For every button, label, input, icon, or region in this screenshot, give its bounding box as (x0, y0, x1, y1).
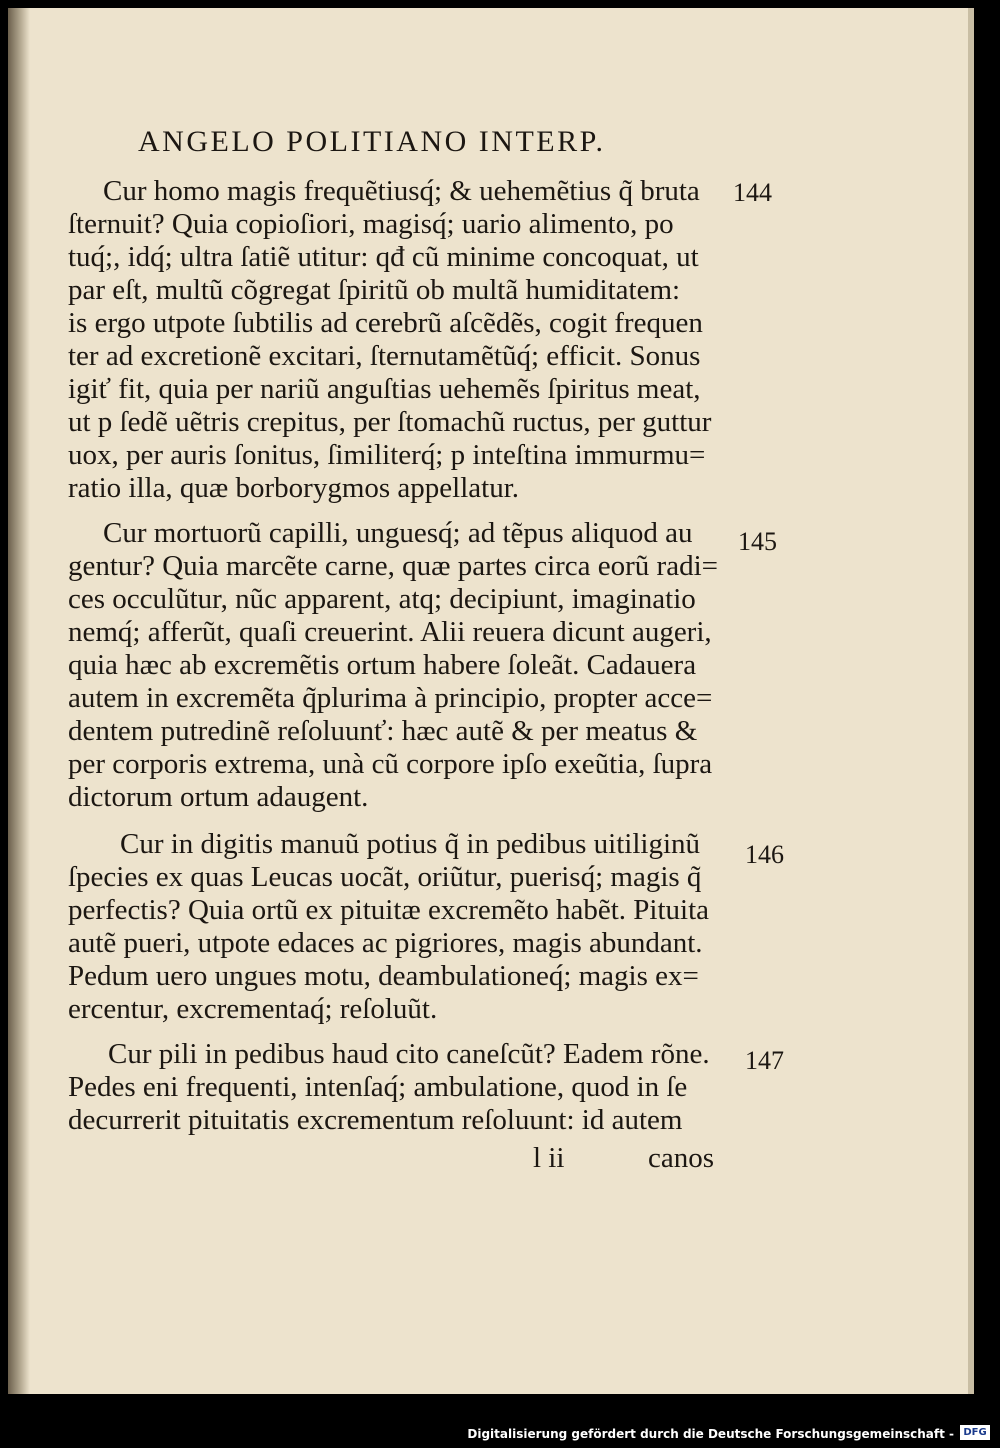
dfg-credit-text: Digitalisierung gefördert durch die Deutsche Forschungsgemeinschaft - (467, 1427, 954, 1441)
text-line: Cur pili in pedibus haud cito caneſcũt? Eadem rõne. (108, 1038, 710, 1070)
text-line: ut p ſedẽ uẽtris crepitus, per ſtomachũ ructus, per guttur (68, 406, 712, 438)
text-line: autem in excremẽta q̃plurima à principio, propter acce= (68, 682, 713, 714)
text-line: is ergo utpote ſubtilis ad cerebrũ aſcẽdẽs, cogit frequen (68, 307, 703, 339)
text-line: ſternuit? Quia copioſiori, magisq́; uario alimento, po (68, 208, 674, 240)
margin-number: 146 (745, 840, 784, 869)
text-line: per corporis extrema, unà cũ corpore ipſo exeũtia, ſupra (68, 748, 713, 780)
text-line: nemq́; afferũt, quaſi creuerint. Alii reuera dicunt augeri, (68, 616, 712, 648)
text-line: Cur mortuorũ capilli, unguesq́; ad tẽpus aliquod au (103, 517, 693, 549)
margin-number: 144 (733, 178, 772, 207)
dfg-logo: DFG (960, 1425, 990, 1440)
text-line: perfectis? Quia ortũ ex pituitæ excremẽto habẽt. Pituita (68, 894, 710, 926)
running-head: ANGELO POLITIANO INTERP. (138, 125, 606, 158)
text-line: Cur in digitis manuũ potius q̃ in pedibus uitiliginũ (120, 828, 701, 860)
text-line: ter ad excretionẽ excitari, ſternutamẽtũq́; efficit. Sonus (68, 340, 701, 372)
text-line: igiť fit, quia per nariũ anguſtias uehemẽs ſpiritus meat, (68, 373, 701, 405)
text-line: uox, per auris ſonitus, ſimiliterq́; p inteſtina immurmu= (68, 439, 706, 471)
signature-mark: l ii (533, 1142, 565, 1174)
margin-number: 147 (745, 1046, 784, 1075)
text-line: gentur? Quia marcẽte carne, quæ partes circa eorũ radi= (68, 550, 718, 582)
margin-number: 145 (738, 527, 777, 556)
text-line: ercentur, excrementaq́; reſoluũt. (68, 993, 438, 1025)
text-line: ratio illa, quæ borborygmos appellatur. (68, 472, 520, 504)
digitization-footer (0, 1394, 1000, 1448)
book-page (8, 8, 974, 1394)
text-line: par eſt, multũ cõgregat ſpiritũ ob multã humiditatem: (68, 274, 681, 306)
text-line: Cur homo magis frequẽtiusq́; & uehemẽtius q̃ bruta (103, 175, 700, 207)
text-line: Pedum uero ungues motu, deambulationeq́; magis ex= (68, 960, 699, 992)
text-line: quia hæc ab excremẽtis ortum habere ſoleãt. Cadauera (68, 649, 697, 681)
text-line: dictorum ortum adaugent. (68, 781, 369, 813)
text-line: tuq́;, idq́; ultra ſatiẽ utitur: qđ cũ minime concoquat, ut (68, 241, 699, 273)
text-line: autẽ pueri, utpote edaces ac pigriores, magis abundant. (68, 927, 703, 959)
text-line: ces occulũtur, nũc apparent, atq; decipiunt, imaginatio (68, 583, 696, 615)
text-line: ſpecies ex quas Leucas uocãt, oriũtur, puerisq́; magis q̃ (68, 861, 702, 893)
page-gutter-shadow (8, 8, 30, 1394)
text-line: dentem putredinẽ reſoluunť: hæc autẽ & per meatus & (68, 715, 698, 747)
text-line: Pedes eni frequenti, intenſaq́; ambulatione, quod in ſe (68, 1071, 688, 1103)
text-line: decurrerit pituitatis excrementum reſoluunt: id autem (68, 1104, 683, 1136)
catchword: canos (648, 1142, 715, 1174)
